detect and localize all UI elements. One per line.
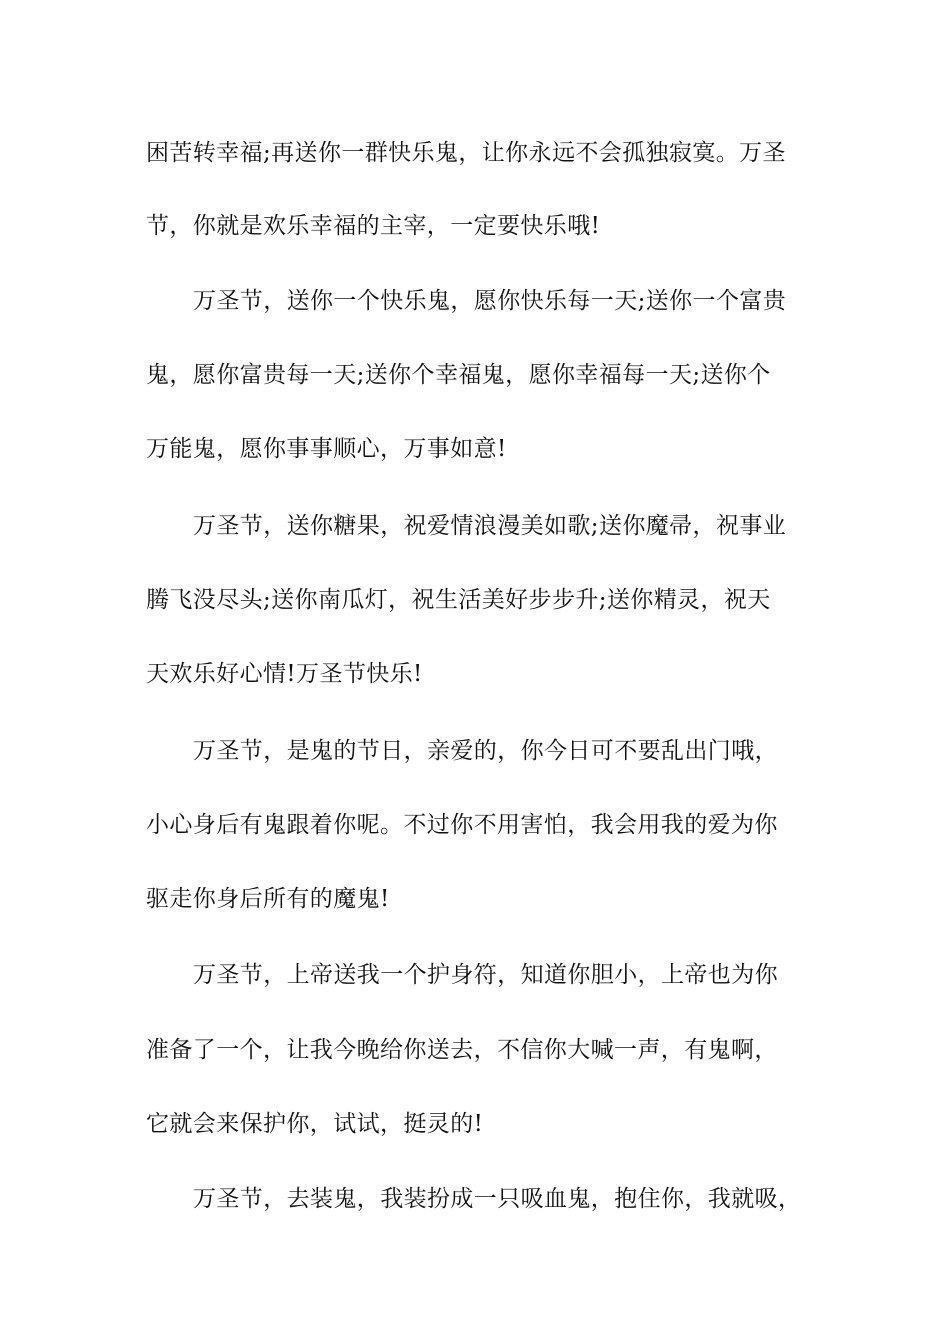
paragraph-first-line: 万圣节，是鬼的节日，亲爱的，你今日可不要乱出门哦，	[193, 738, 778, 764]
paragraph-first-line: 万圣节，送你一个快乐鬼，愿你快乐每一天;送你一个富贵	[193, 288, 787, 314]
text-line: 腾飞没尽头;送你南瓜灯，祝生活美好步步升;送你精灵，祝天	[146, 587, 771, 613]
text-line: 万能鬼，愿你事事顺心，万事如意!	[146, 436, 507, 462]
text-line: 准备了一个，让我今晚给你送去，不信你大喊一声，有鬼啊，	[146, 1037, 778, 1063]
paragraph-first-line: 万圣节，送你糖果，祝爱情浪漫美如歌;送你魔帚，祝事业	[193, 513, 787, 539]
text-line: 它就会来保护你，试试，挺灵的!	[146, 1111, 484, 1137]
text-line: 小心身后有鬼跟着你呢。不过你不用害怕，我会用我的爱为你	[146, 812, 778, 838]
text-line: 驱走你身后所有的魔鬼!	[146, 886, 390, 912]
paragraph-first-line: 万圣节，去装鬼，我装扮成一只吸血鬼，抱住你，我就吸，	[193, 1186, 802, 1212]
text-line: 节，你就是欢乐幸福的主宰，一定要快乐哦!	[146, 213, 601, 239]
text-line: 天欢乐好心情!万圣节快乐!	[146, 661, 423, 687]
text-line: 困苦转幸福;再送你一群快乐鬼，让你永远不会孤独寂寞。万圣	[146, 140, 786, 166]
paragraph-first-line: 万圣节，上帝送我一个护身符，知道你胆小，上帝也为你	[193, 962, 778, 988]
text-line: 鬼，愿你富贵每一天;送你个幸福鬼，愿你幸福每一天;送你个	[146, 362, 771, 388]
